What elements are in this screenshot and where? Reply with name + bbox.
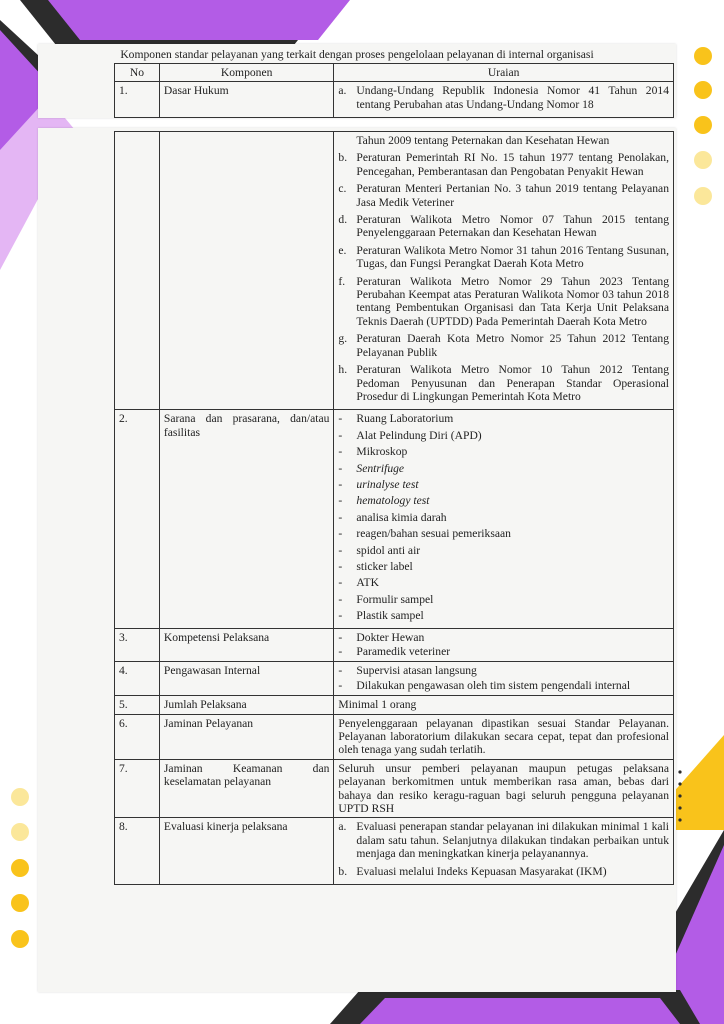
row-number: 1. xyxy=(115,82,160,118)
list-item: b. Evaluasi melalui Indeks Kepuasan Masyarakat (IKM) xyxy=(338,864,607,878)
list-item: - Dilakukan pengawasan oleh tim sistem pengendali internal xyxy=(338,678,631,692)
row-komponen: Sarana dan prasarana, dan/atau fasilitas xyxy=(159,410,333,628)
row-komponen: Evaluasi kinerja pelaksana xyxy=(159,818,333,885)
table-row xyxy=(115,628,674,662)
facility-list xyxy=(338,412,669,622)
row-komponen: Jaminan Keamanan dan keselamatan pelayanan xyxy=(159,759,333,818)
right-dots xyxy=(694,47,712,205)
table-row xyxy=(115,410,674,628)
row-uraian xyxy=(334,132,674,410)
table-header-row xyxy=(115,64,674,82)
row-number: 2. xyxy=(115,410,160,628)
row-number xyxy=(115,132,160,410)
table-caption: Komponen standar pelayanan yang terkait dengan proses pengelolaan pelayanan di internal organisasi xyxy=(120,48,594,61)
table-row xyxy=(115,82,674,118)
list-item: - Dokter Hewan xyxy=(338,630,425,644)
top-purple-band xyxy=(48,0,350,40)
list-item: - urinalyse test xyxy=(338,477,419,491)
row-number: 8. xyxy=(115,818,160,885)
list-item: - reagen/bahan sesuai pemeriksaan xyxy=(338,527,511,541)
header-komponen: Komponen xyxy=(159,64,333,82)
row-number: 6. xyxy=(115,714,160,759)
list-item: - Ruang Laboratorium xyxy=(338,412,454,426)
table-row xyxy=(115,714,674,759)
table-row xyxy=(115,132,674,410)
row-uraian xyxy=(334,82,674,118)
list-item: - Paramedik veteriner xyxy=(338,645,451,658)
row-uraian: Seluruh unsur pemberi pelayanan maupun petugas pelaksana pelayanan berkomitmen untuk memberikan rasa aman, bebas dari bahaya dan resiko keragu-raguan bagi seluruh pengguna pelayanan UPTD RSH xyxy=(334,759,674,818)
list-item: - Supervisi atasan langsung xyxy=(338,664,477,678)
list-item: f. Peraturan Walikota Metro Nomor 29 Tahun 2023 Tentang Perubahan Keempat atas Peraturan Walikota Nomor 03 tahun 2018 tentang Pembentukan Organisasi dan Tata Kerja Unit Pelaksana Teknis Daerah (UPTDD) Pada Pemerintah Daerah Kota Metro xyxy=(338,274,669,328)
list-item: - Plastik sampel xyxy=(338,609,424,623)
row-uraian xyxy=(334,818,674,885)
bottom-purple-band xyxy=(360,998,680,1024)
row-uraian xyxy=(334,410,674,628)
row-uraian xyxy=(334,628,674,662)
table-row xyxy=(115,696,674,714)
row-komponen: Jaminan Pelayanan xyxy=(159,714,333,759)
list-item: - analisa kimia darah xyxy=(338,510,447,524)
row-number: 4. xyxy=(115,662,160,696)
row-number: 5. xyxy=(115,696,160,714)
list-item: a. Undang-Undang Republik Indonesia Nomor 41 Tahun 2014 tentang Perubahan atas Undang-Undang Nomor 18 xyxy=(338,84,669,111)
competency-list xyxy=(338,631,669,659)
legal-basis-list xyxy=(338,151,669,403)
continued-text: Tahun 2009 tentang Peternakan dan Kesehatan Hewan xyxy=(356,134,610,147)
list-item: - ATK xyxy=(338,576,379,590)
row-uraian xyxy=(334,662,674,696)
row-komponen xyxy=(159,132,333,410)
document-page-top xyxy=(38,44,676,118)
row-uraian: Penyelenggaraan pelayanan dipastikan sesuai Standar Pelayanan. Pelayanan laboratorium dilakukan secara cepat, tepat dan profesional oleh tenaga yang sudah terlatih. xyxy=(334,714,674,759)
evaluation-list xyxy=(338,820,669,878)
row-komponen: Jumlah Pelaksana xyxy=(159,696,333,714)
list-item: - Formulir sampel xyxy=(338,592,434,606)
document-page-main xyxy=(38,128,676,992)
row-komponen: Kompetensi Pelaksana xyxy=(159,628,333,662)
list-item: - Mikroskop xyxy=(338,445,408,459)
left-dots xyxy=(11,788,29,948)
table-row xyxy=(115,818,674,885)
supervision-list xyxy=(338,664,669,692)
list-item: b. Peraturan Pemerintah RI No. 15 tahun 1977 tentang Penolakan, Pencegahan, Pemberantasan dan Pengobatan Penyakit Hewan xyxy=(338,151,669,178)
list-item: h. Peraturan Walikota Metro Nomor 10 Tahun 2012 Tentang Pedoman Penyusunan dan Penerapan Standar Operasional Prosedur di Lingkungan Pemerintah Kota Metro xyxy=(338,363,669,403)
standards-table xyxy=(114,131,674,885)
row-number: 7. xyxy=(115,759,160,818)
table-row xyxy=(115,759,674,818)
row-komponen: Dasar Hukum xyxy=(159,82,333,118)
list-item: c. Peraturan Menteri Pertanian No. 3 tahun 2019 tentang Pelayanan Jasa Medik Veteriner xyxy=(338,182,669,209)
table-row xyxy=(115,662,674,696)
row-komponen: Pengawasan Internal xyxy=(159,662,333,696)
header-uraian: Uraian xyxy=(334,64,674,82)
list-item: - spidol anti air xyxy=(338,543,421,557)
list-item: d. Peraturan Walikota Metro Nomor 07 Tahun 2015 tentang Penyelenggaraan Peternakan dan Kesehatan Hewan xyxy=(338,213,669,240)
list-item: - Alat Pelindung Diri (APD) xyxy=(338,428,482,442)
list-item: - sticker label xyxy=(338,559,413,573)
list-item: e. Peraturan Walikota Metro Nomor 31 tahun 2016 Tentang Susunan, Tugas, dan Fungsi Perangkat Daerah Kota Metro xyxy=(338,243,669,271)
row-uraian: Minimal 1 orang xyxy=(334,696,674,714)
list-item: g. Peraturan Daerah Kota Metro Nomor 25 Tahun 2012 Tentang Pelayanan Publik xyxy=(338,332,669,359)
header-no: No xyxy=(115,64,160,82)
row-number: 3. xyxy=(115,628,160,662)
list-item: - hematology test xyxy=(338,494,430,508)
list-item: a. Evaluasi penerapan standar pelayanan ini dilakukan minimal 1 kali dalam satu tahun. Selanjutnya dilakukan tindakan perbaikan untuk menjaga dan meningkatkan kinerja pelayanannya. xyxy=(338,820,669,861)
standards-table-header xyxy=(114,63,674,118)
list-item: - Sentrifuge xyxy=(338,461,405,475)
